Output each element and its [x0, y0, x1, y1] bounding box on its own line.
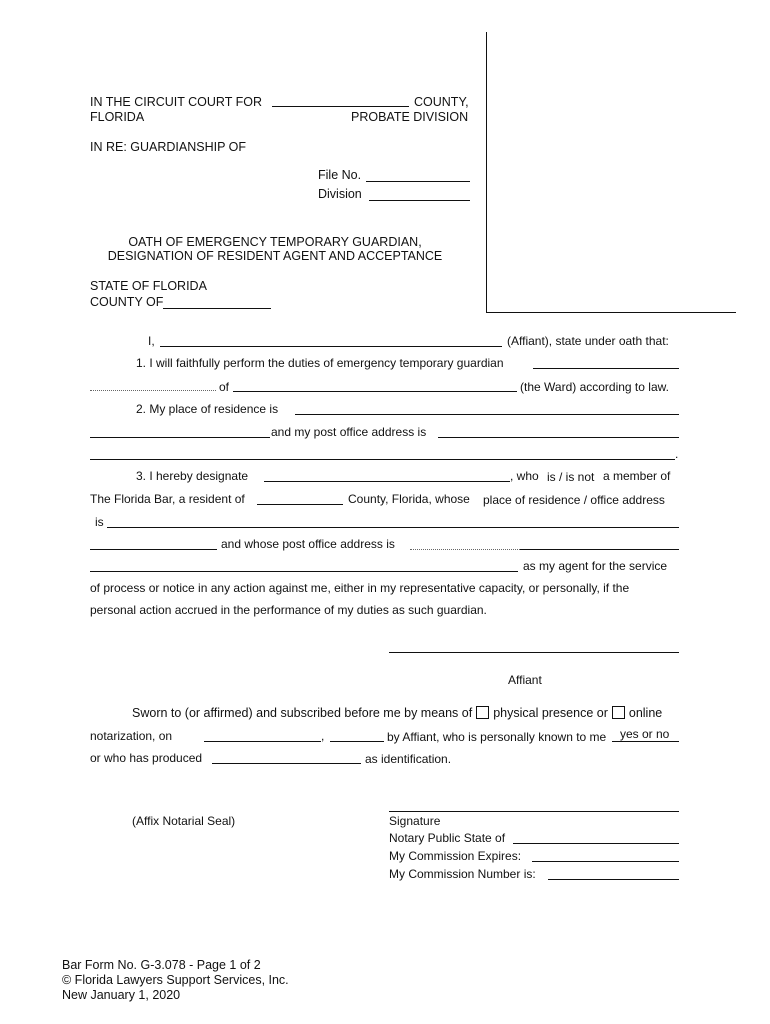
item1-ward: (the Ward) according to law.	[520, 380, 669, 394]
agent-address-field-2[interactable]	[90, 536, 217, 550]
item3-county: County, Florida, whose	[348, 492, 470, 506]
county-name-field[interactable]	[272, 93, 409, 107]
caption-vertical-rule	[486, 32, 487, 312]
ward-name-field[interactable]	[233, 378, 517, 392]
item3-post: and whose post office address is	[221, 537, 395, 551]
in-re-label: IN RE: GUARDIANSHIP OF	[90, 140, 247, 154]
physical-presence-label: physical presence or	[493, 706, 608, 720]
affiant-prefix: I,	[148, 334, 155, 348]
item2-post: and my post office address is	[271, 425, 427, 439]
division-field[interactable]	[369, 187, 470, 201]
notary-state-label: Notary Public State of	[389, 831, 506, 845]
affiant-label: Affiant	[508, 673, 542, 687]
post-office-field-2[interactable]	[90, 446, 675, 460]
caption-horizontal-rule	[486, 312, 736, 313]
commission-number-label: My Commission Number is:	[389, 867, 536, 881]
agent-address-field[interactable]	[107, 514, 679, 528]
agent-post-field-2[interactable]	[90, 558, 518, 572]
online-checkbox[interactable]	[612, 706, 625, 719]
item3-who: , who	[510, 469, 539, 483]
item2-period: .	[675, 447, 679, 461]
identification-field[interactable]	[212, 750, 361, 764]
notarization-date-field[interactable]	[204, 728, 321, 742]
affiant-suffix: (Affiant), state under oath that:	[507, 334, 669, 348]
notarization-comma: ,	[321, 729, 325, 743]
identification-label: as identification.	[365, 752, 452, 766]
division-label: PROBATE DIVISION	[351, 110, 469, 124]
commission-expires-field[interactable]	[532, 848, 679, 862]
item1-text: 1. I will faithfully perform the duties of emergency temporary guardian	[136, 356, 504, 370]
notary-signature-line[interactable]	[389, 811, 679, 812]
court-line: IN THE CIRCUIT COURT FOR	[90, 95, 263, 109]
item3-agent: as my agent for the service	[523, 559, 668, 573]
item2-text: 2. My place of residence is	[136, 402, 279, 416]
agent-post-field[interactable]	[520, 536, 679, 550]
footer-form-no: Bar Form No. G-3.078 - Page 1 of 2	[62, 958, 261, 972]
notarization-year-field[interactable]	[330, 728, 384, 742]
sworn-text-label: Sworn to (or affirmed) and subscribed before me by means of	[132, 706, 473, 720]
notary-signature-label: Signature	[389, 814, 441, 828]
guardian-name-field-2[interactable]	[90, 390, 216, 391]
residence-field[interactable]	[295, 401, 679, 415]
item3-paragraph-2: personal action accrued in the performance of my duties as such guardian.	[90, 603, 487, 617]
title-line-2: DESIGNATION OF RESIDENT AGENT AND ACCEPTANCE	[107, 249, 443, 263]
footer-date: New January 1, 2020	[62, 988, 181, 1002]
commission-expires-label: My Commission Expires:	[389, 849, 522, 863]
residence-field-2[interactable]	[90, 424, 270, 438]
item1-of: of	[219, 380, 230, 394]
online-label: online	[628, 706, 663, 720]
notarial-seal-label: (Affix Notarial Seal)	[132, 814, 236, 828]
notarization-label: notarization, on	[90, 729, 173, 743]
agent-post-field-dotted[interactable]	[410, 549, 520, 550]
post-office-field[interactable]	[438, 424, 679, 438]
produced-label: or who has produced	[90, 751, 203, 765]
residence-office-choice[interactable]: place of residence / office address	[483, 493, 665, 507]
guardian-name-field[interactable]	[533, 355, 679, 369]
physical-presence-checkbox[interactable]	[476, 706, 489, 719]
item3-text: 3. I hereby designate	[136, 469, 249, 483]
file-no-field[interactable]	[366, 168, 470, 182]
agent-name-field[interactable]	[264, 468, 510, 482]
item3-member: a member of	[603, 469, 671, 483]
venue-county-field[interactable]	[163, 295, 271, 309]
division-field-label: Division	[318, 187, 362, 201]
footer-copyright: © Florida Lawyers Support Services, Inc.	[62, 973, 289, 987]
item3-is: is	[95, 515, 104, 529]
sworn-text	[132, 706, 662, 720]
affiant-name-field[interactable]	[160, 333, 502, 347]
affiant-signature-line[interactable]	[389, 652, 679, 653]
by-affiant-label: by Affiant, who is personally known to me	[387, 730, 607, 744]
venue-county-label: COUNTY OF	[90, 295, 164, 309]
yes-no-hint: yes or no	[620, 727, 670, 741]
item3-paragraph-1: of process or notice in any action against me, either in my representative capacity, or personally, if the	[90, 581, 630, 595]
venue-state: STATE OF FLORIDA	[90, 279, 207, 293]
item3-bar: The Florida Bar, a resident of	[90, 492, 245, 506]
commission-number-field[interactable]	[548, 866, 679, 880]
state-label: FLORIDA	[90, 110, 145, 124]
county-suffix: COUNTY,	[414, 95, 469, 109]
title-line-1: OATH OF EMERGENCY TEMPORARY GUARDIAN,	[128, 235, 422, 249]
file-no-label: File No.	[318, 168, 362, 182]
notary-state-field[interactable]	[513, 830, 679, 844]
is-is-not-choice[interactable]: is / is not	[547, 470, 595, 484]
agent-county-field[interactable]	[257, 491, 343, 505]
